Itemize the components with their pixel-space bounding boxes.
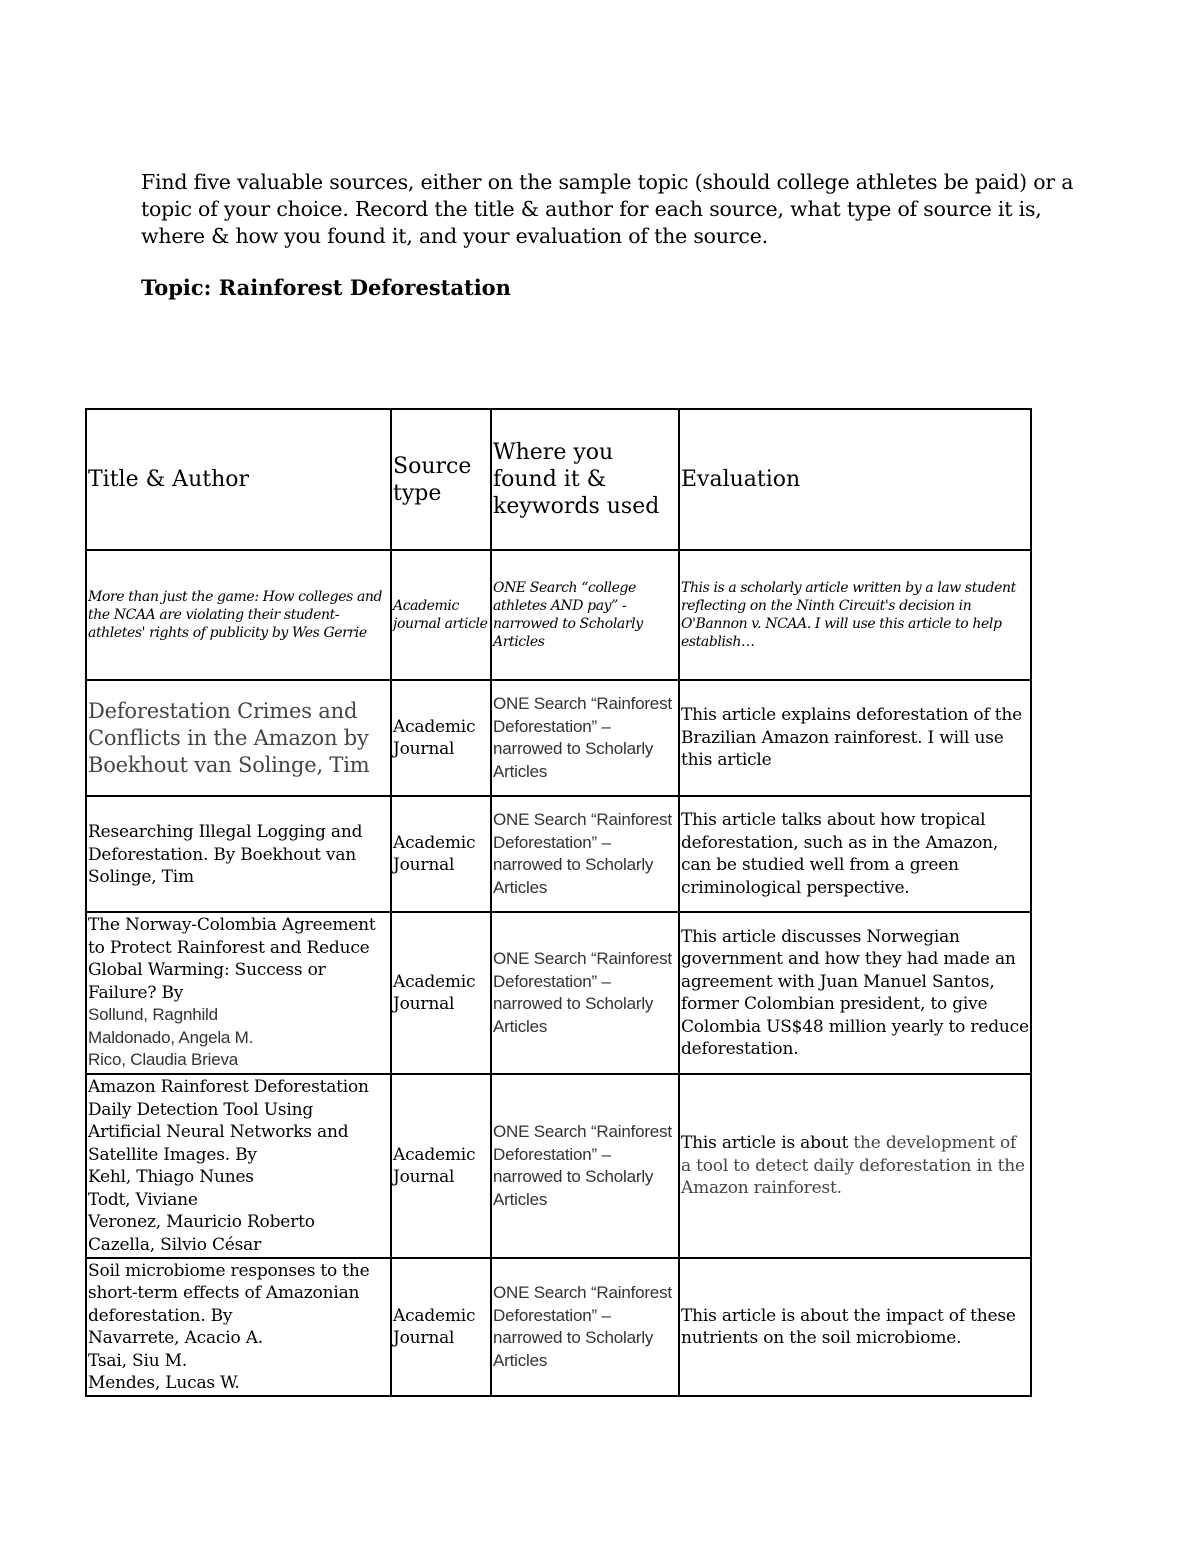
source-author: Cazella, Silvio César bbox=[88, 1234, 262, 1255]
source-title-cell bbox=[86, 912, 391, 1074]
source-title: The Norway-Colombia Agreement to Protect Rainforest and Reduce Global Warming: Success or Failure? By bbox=[88, 915, 376, 1003]
source-evaluation: the development of a tool to detect daily deforestation in the Amazon rainforest. bbox=[681, 1133, 1025, 1199]
header-evaluation: Evaluation bbox=[679, 409, 1031, 550]
table-row bbox=[86, 912, 1031, 1074]
source-author: Maldonado, Angela M. bbox=[88, 1027, 254, 1047]
source-type: Academic Journal bbox=[391, 796, 491, 912]
topic-heading: Topic: Rainforest Deforestation bbox=[141, 275, 511, 300]
table-row bbox=[86, 1074, 1031, 1258]
table-row bbox=[86, 680, 1031, 796]
example-row bbox=[86, 550, 1031, 680]
source-type: Academic Journal bbox=[391, 1074, 491, 1258]
table-header-row bbox=[86, 409, 1031, 550]
example-where: ONE Search “college athletes AND pay” - narrowed to Scholarly Articles bbox=[491, 550, 679, 680]
source-title: Amazon Rainforest Deforestation Daily Detection Tool Using Artificial Neural Networks and Satellite Images. By bbox=[88, 1077, 369, 1165]
source-author: Todt, Viviane bbox=[88, 1189, 198, 1210]
source-author: Rico, Claudia Brieva bbox=[88, 1050, 239, 1070]
source-evaluation: This article explains deforestation of the Brazilian Amazon rainforest. I will use this article bbox=[679, 680, 1031, 796]
source-author: Tsai, Siu M. bbox=[88, 1350, 188, 1371]
header-title-author: Title & Author bbox=[86, 409, 391, 550]
example-evaluation: This is a scholarly article written by a law student reflecting on the Ninth Circuit's decision in O'Bannon v. NCAA. I will use this article to help establish… bbox=[679, 550, 1031, 680]
source-title: Soil microbiome responses to the short-term effects of Amazonian deforestation. By bbox=[88, 1260, 370, 1326]
source-title: Deforestation Crimes and Conflicts in the Amazon by Boekhout van Solinge, Tim bbox=[86, 680, 391, 796]
example-type: Academic journal article bbox=[391, 550, 491, 680]
source-author: Veronez, Mauricio Roberto bbox=[88, 1212, 315, 1232]
source-evaluation: This article discusses Norwegian government and how they had made an agreement with Juan Manuel Santos, former Colombian president, to give Colombia US$48 million yearly to reduce deforestation. bbox=[679, 912, 1031, 1074]
source-where: ONE Search “Rainforest Deforestation” – narrowed to Scholarly Articles bbox=[491, 680, 679, 796]
source-evaluation: This article talks about how tropical deforestation, such as in the Amazon, can be studied well from a green criminological perspective. bbox=[679, 796, 1031, 912]
source-author: Sollund, Ragnhild bbox=[88, 1005, 218, 1025]
source-where: ONE Search “Rainforest Deforestation” – narrowed to Scholarly Articles bbox=[491, 1074, 679, 1258]
source-title: Researching Illegal Logging and Deforestation. By Boekhout van Solinge, Tim bbox=[86, 796, 391, 912]
source-author: Navarrete, Acacio A. bbox=[88, 1328, 263, 1348]
source-where: ONE Search “Rainforest Deforestation” – narrowed to Scholarly Articles bbox=[491, 912, 679, 1074]
header-source-type: Source type bbox=[391, 409, 491, 550]
header-where-found: Where you found it & keywords used bbox=[491, 409, 679, 550]
table-row bbox=[86, 1258, 1031, 1396]
source-type: Academic Journal bbox=[391, 680, 491, 796]
source-type: Academic Journal bbox=[391, 1258, 491, 1396]
source-evaluation: This article is about the impact of these nutrients on the soil microbiome. bbox=[679, 1258, 1031, 1396]
source-where: ONE Search “Rainforest Deforestation” – narrowed to Scholarly Articles bbox=[491, 796, 679, 912]
source-evaluation-cell bbox=[679, 1074, 1031, 1258]
source-where: ONE Search “Rainforest Deforestation” – narrowed to Scholarly Articles bbox=[491, 1258, 679, 1396]
source-title-cell bbox=[86, 1074, 391, 1258]
example-title: More than just the game: How colleges and the NCAA are violating their student-athletes' rights of publicity by Wes Gerrie bbox=[86, 550, 391, 680]
source-author: Mendes, Lucas W. bbox=[88, 1373, 240, 1393]
instructions-paragraph: Find five valuable sources, either on the sample topic (should college athletes be paid) or a topic of your choice. Record the title & author for each source, what type of source it is, where & how you found it, and your evaluation of the source. bbox=[141, 170, 1074, 248]
source-evaluation-prefix: This article is about bbox=[681, 1133, 849, 1154]
source-type: Academic Journal bbox=[391, 912, 491, 1074]
sources-table bbox=[85, 408, 1032, 1397]
source-title-cell bbox=[86, 1258, 391, 1396]
source-author: Kehl, Thiago Nunes bbox=[88, 1167, 254, 1187]
table-row bbox=[86, 796, 1031, 912]
